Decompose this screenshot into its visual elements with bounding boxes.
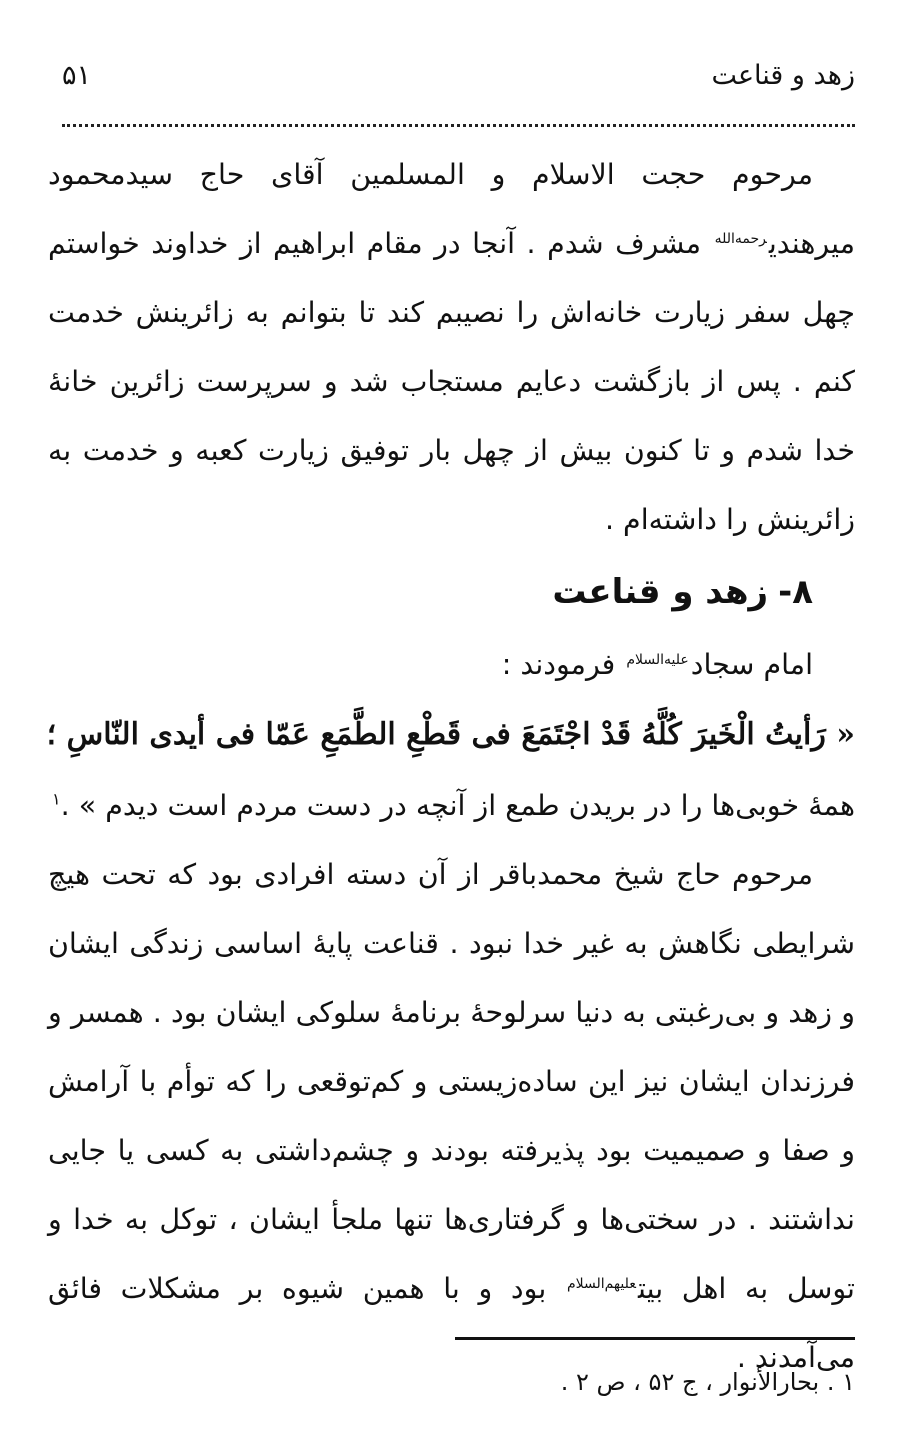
footnote: ۱ . بحارالأنوار ، ج ۵۲ ، ص ۲ . (560, 1368, 855, 1396)
paragraph-2-rest: بود و با همین شیوه بر مشکلات فائق می‌آمدند . (48, 1272, 855, 1374)
paragraph-pilgrimage (48, 140, 855, 554)
hadith-intro (48, 630, 855, 699)
page-header (62, 50, 855, 100)
honorific-mark: علیهم‌السلام (566, 1275, 636, 1292)
intro-after: فرمودند : (501, 648, 616, 681)
footnote-rule (455, 1337, 855, 1340)
intro-before: امام سجاد (690, 648, 813, 681)
hadith-translation: همۀ خوبی‌ها را در بریدن طمع از آنچه در دست مردم است دیدم » . (60, 789, 855, 822)
section-title: زهد و قناعت (552, 572, 769, 612)
paragraph-2-text: مرحوم حاج شیخ محمدباقر از آن دسته افرادی بود که تحت هیچ شرایطی نگاهش به غیر خدا نبود . قناعت پایۀ اساسی زندگی ایشان و زهد و بی‌رغبتی به دنیا سرلوحۀ برنامۀ سلوکی ایشان بود . همسر و فرزندان ایشان نیز این ساده‌زیستی و کم‌توقعی را که توأم با آرامش و صفا و صمیمیت بود پذیرفته بودند و چشم‌داشتی به کسی یا جایی نداشتند . در سختی‌ها و گرفتاری‌ها تنها ملجأ ایشان ، توکل به خدا و توسل به اهل بیت (48, 858, 855, 1305)
running-title: زهد و قناعت (711, 59, 855, 91)
page-number: ۵۱ (62, 59, 92, 91)
body-text (48, 140, 855, 1392)
paragraph-1-text: مرحوم حجت الاسلام و المسلمین آقای حاج سیدمحمود میرهندی (48, 158, 855, 260)
section-heading (48, 554, 855, 630)
honorific-mark: علیه‌السلام (626, 651, 689, 668)
honorific-mark: رحمه‌الله (714, 230, 767, 247)
paragraph-contentment (48, 840, 855, 1392)
hadith-arabic-quote: « رَأیتُ الْخَیرَ کُلَّهُ قَدْ اجْتَمَعَ فی قَطْعِ الطَّمَعِ عَمّا فی أیدی النّاسِ ؛ (46, 717, 855, 752)
footnote-reference: ۱ (52, 789, 61, 809)
paragraph-1-rest: مشرف شدم . آنجا در مقام ابراهیم از خداوند خواستم چهل سفر زیارت خانه‌اش را نصیبم کند تا بتوانم به زائرینش خدمت کنم . پس از بازگشت دعایم مستجاب شد و سرپرست زائرین خانۀ خدا شدم و تا کنون بیش از چهل بار توفیق زیارت کعبه و خدمت به زائرینش را داشته‌ام . (48, 227, 855, 536)
header-dotted-rule (62, 124, 855, 127)
section-number: ۸- (778, 572, 813, 612)
hadith-translation-line (48, 771, 855, 840)
